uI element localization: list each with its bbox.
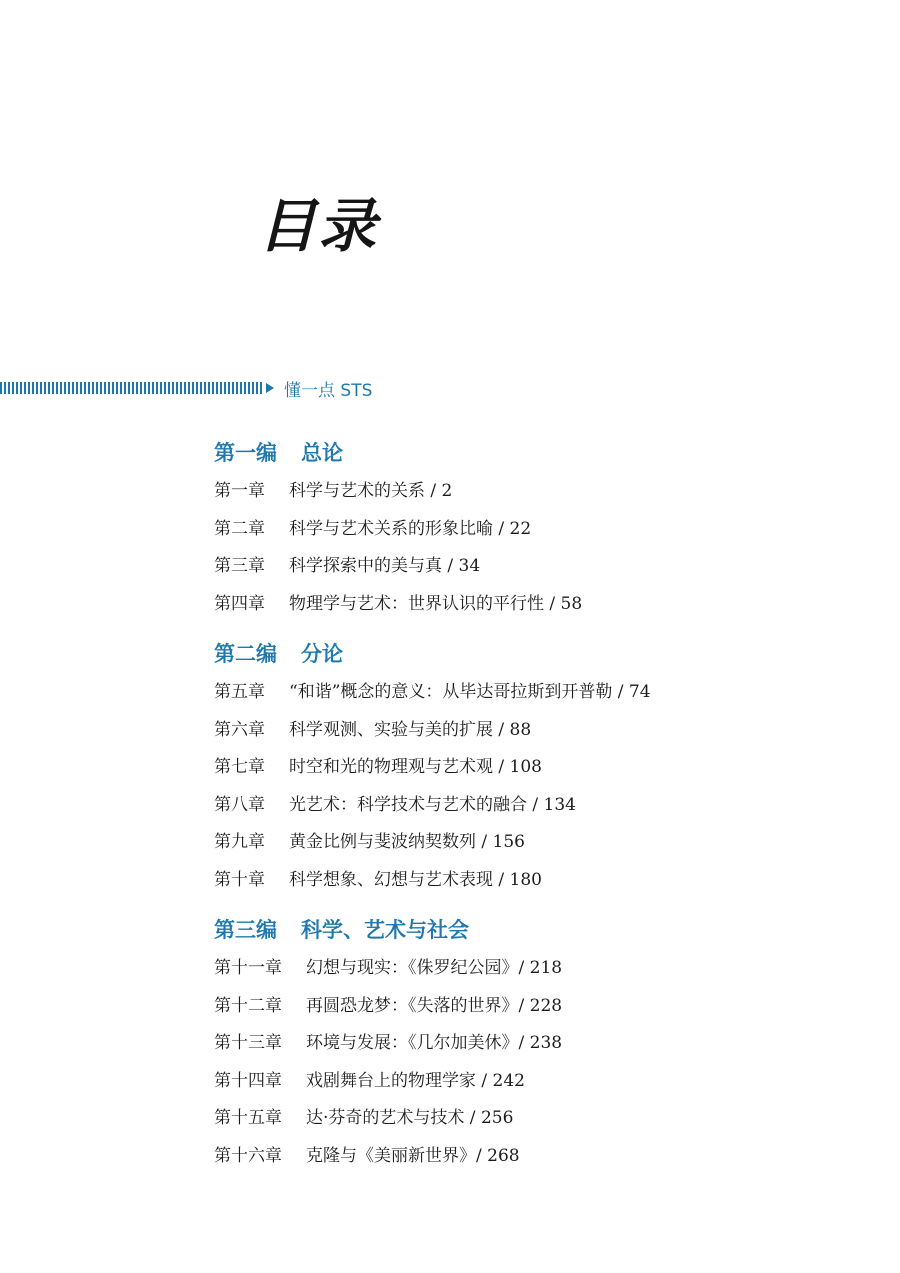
chapter-number: 第十一章: [214, 958, 282, 978]
toc-entry[interactable]: [214, 1138, 874, 1176]
toc-entry[interactable]: [214, 548, 874, 586]
toc-entry[interactable]: [214, 511, 874, 549]
part-2: [214, 634, 874, 899]
part-title: 分论: [301, 641, 343, 666]
chapter-number: 第四章: [214, 593, 265, 614]
chapter-title: 时空和光的物理观与艺术观 / 108: [289, 757, 542, 777]
part-title: 科学、艺术与社会: [301, 917, 469, 942]
part-heading: [214, 433, 874, 473]
part-3: [214, 910, 874, 1175]
chapter-title: 物理学与艺术：世界认识的平行性 / 58: [289, 593, 583, 614]
chapter-number: 第十三章: [214, 1033, 282, 1053]
chapter-number: 第八章: [214, 794, 265, 815]
chapter-number: 第一章: [214, 481, 265, 501]
chapter-number: 第十六章: [214, 1145, 282, 1166]
chapter-number: 第十章: [214, 869, 265, 890]
dashed-rule: [0, 382, 262, 394]
chapter-number: 第十四章: [214, 1070, 282, 1091]
part-title: 总论: [301, 440, 343, 465]
chapter-number: 第三章: [214, 556, 265, 576]
part-number: 第三编: [214, 917, 277, 942]
table-of-contents: [214, 433, 874, 1186]
chapter-number: 第二章: [214, 518, 265, 539]
toc-entry[interactable]: [214, 749, 874, 787]
series-label: 懂一点 STS: [284, 380, 373, 401]
toc-entry[interactable]: [214, 950, 874, 988]
chapter-number: 第六章: [214, 719, 265, 740]
toc-entry[interactable]: [214, 787, 874, 825]
chapter-title: 克隆与《美丽新世界》/ 268: [306, 1145, 520, 1166]
chapter-number: 第十五章: [214, 1108, 282, 1128]
toc-entry[interactable]: [214, 824, 874, 862]
chapter-title: 幻想与现实：《侏罗纪公园》/ 218: [306, 958, 563, 978]
toc-entry[interactable]: [214, 1063, 874, 1101]
part-number: 第二编: [214, 641, 277, 666]
toc-entry[interactable]: [214, 473, 874, 511]
chapter-title: 戏剧舞台上的物理学家 / 242: [306, 1070, 525, 1091]
chapter-title: 科学想象、幻想与艺术表现 / 180: [289, 869, 542, 890]
chapter-title: 光艺术：科学技术与艺术的融合 / 134: [289, 794, 576, 815]
part-number: 第一编: [214, 440, 277, 465]
arrow-right-icon: [266, 383, 274, 393]
page-title: 目录: [258, 192, 379, 260]
chapter-title: 黄金比例与斐波纳契数列 / 156: [289, 832, 525, 852]
chapter-title: 科学观测、实验与美的扩展 / 88: [289, 719, 532, 740]
part-heading: [214, 634, 874, 674]
part-1: [214, 433, 874, 623]
chapter-number: 第五章: [214, 682, 265, 702]
toc-entry[interactable]: [214, 1025, 874, 1063]
toc-entry[interactable]: [214, 1100, 874, 1138]
chapter-title: “和谐”概念的意义：从毕达哥拉斯到开普勒 / 74: [289, 682, 651, 702]
chapter-number: 第十二章: [214, 995, 282, 1016]
toc-entry[interactable]: [214, 712, 874, 750]
chapter-number: 第七章: [214, 757, 265, 777]
chapter-number: 第九章: [214, 832, 265, 852]
part-heading: [214, 910, 874, 950]
toc-entry[interactable]: [214, 862, 874, 900]
chapter-title: 科学与艺术的关系 / 2: [289, 481, 453, 501]
chapter-title: 科学探索中的美与真 / 34: [289, 556, 481, 576]
chapter-title: 达·芬奇的艺术与技术 / 256: [306, 1108, 514, 1128]
series-banner: [0, 377, 372, 399]
chapter-title: 再圆恐龙梦：《失落的世界》/ 228: [306, 995, 563, 1016]
toc-entry[interactable]: [214, 988, 874, 1026]
toc-entry[interactable]: [214, 674, 874, 712]
toc-entry[interactable]: [214, 586, 874, 624]
chapter-title: 科学与艺术关系的形象比喻 / 22: [289, 518, 532, 539]
chapter-title: 环境与发展：《几尔加美休》/ 238: [306, 1033, 563, 1053]
